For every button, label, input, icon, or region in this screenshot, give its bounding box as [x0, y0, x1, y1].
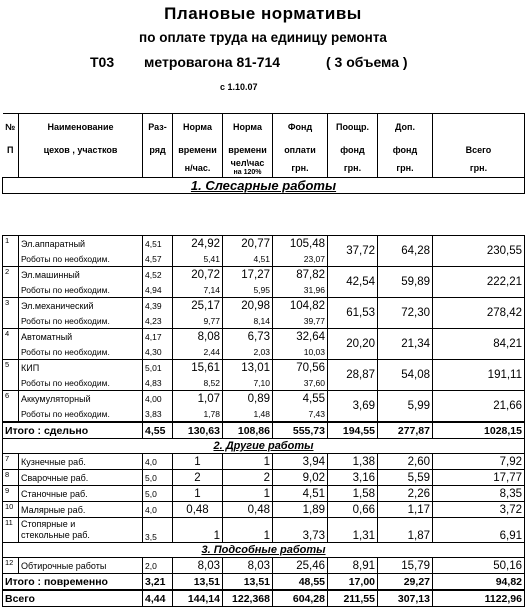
header-row-2 [3, 140, 525, 159]
total-add: 307,13 [378, 590, 433, 607]
rank-value: 2,0 [143, 558, 173, 574]
col-norm-h2: времени [173, 140, 223, 159]
subrow-norm120: 2,03 [223, 344, 273, 360]
shop-name: Эл.механический [19, 298, 143, 314]
value-bonus: 8,91 [328, 558, 378, 574]
total-bonus: 194,55 [328, 422, 378, 439]
row-number: 1 [3, 236, 19, 267]
table-row [3, 558, 525, 574]
pay-fund: 87,82 [273, 267, 328, 283]
bonus-fund: 0,66 [328, 502, 378, 518]
norm-120: 20,77 [223, 236, 273, 252]
col-norm120-h2: времени [223, 140, 273, 159]
effective-date: с 1.10.07 [220, 82, 258, 92]
subrow-norm120: 8,14 [223, 313, 273, 329]
subrow-label: Роботы по необходим. [19, 406, 143, 422]
section-1-title: 1. Слесарные работы [3, 178, 525, 194]
col-norm-h3: н/час. [173, 159, 223, 178]
col-add-h1: Доп. [378, 114, 433, 141]
section-3-row [3, 543, 525, 558]
total-bonus: 211,55 [328, 590, 378, 607]
col-add-h3: грн. [378, 159, 433, 178]
norm-120: 6,73 [223, 329, 273, 345]
norm-hours: 1 [173, 486, 223, 502]
document-title: Плановые нормативы [164, 4, 362, 23]
shop-name-line2: стекольные раб. [21, 530, 90, 540]
total-timework-row [3, 574, 525, 591]
total-rank: 4,44 [143, 590, 173, 607]
bonus-fund: 37,72 [328, 236, 378, 267]
row-total: 50,16 [433, 558, 525, 574]
volume-label: ( 3 объема ) [326, 54, 408, 70]
extra-fund: 21,34 [378, 329, 433, 360]
col-fund-h3: грн. [273, 159, 328, 178]
row-total: 222,21 [433, 267, 525, 298]
value-fund: 3,73 [273, 518, 328, 543]
total-sum: 94,82 [433, 574, 525, 591]
total-piecework-row [3, 422, 525, 439]
table-row [3, 486, 525, 502]
shop-name: Обтирочные работы [19, 558, 143, 574]
subrow-rank: 4,57 [143, 251, 173, 267]
subrow-fund: 37,60 [273, 375, 328, 391]
shop-name: Эл.машинный [19, 267, 143, 283]
row-number: 2 [3, 267, 19, 298]
col-fund-h1: Фонд [273, 114, 328, 141]
table-row [3, 236, 525, 252]
subrow-norm: 1,78 [173, 406, 223, 422]
subrow-label: Роботы по необходим. [19, 313, 143, 329]
value-add: 1,87 [378, 518, 433, 543]
col-name-h2: цехов , участков [19, 140, 143, 159]
shop-name [19, 518, 143, 543]
bonus-fund: 3,16 [328, 470, 378, 486]
pay-fund: 105,48 [273, 236, 328, 252]
rank-value: 5,01 [143, 360, 173, 376]
subrow-fund: 39,77 [273, 313, 328, 329]
subrow-fund: 10,03 [273, 344, 328, 360]
norm-hours: 15,61 [173, 360, 223, 376]
subrow-label: Роботы по необходим. [19, 375, 143, 391]
col-norm120-note: на 120% [233, 169, 262, 176]
bonus-fund: 42,54 [328, 267, 378, 298]
col-total-h1 [433, 114, 525, 141]
col-norm120-h1: Норма [223, 114, 273, 141]
total-rank: 4,55 [143, 422, 173, 439]
total-norm: 144,14 [173, 590, 223, 607]
value-bonus: 1,31 [328, 518, 378, 543]
row-number: 8 [3, 470, 19, 486]
row-total: 21,66 [433, 391, 525, 423]
section-1-row [3, 178, 525, 194]
norm-120: 1 [223, 486, 273, 502]
col-rank-h1: Раз- [143, 114, 173, 141]
bonus-fund: 3,69 [328, 391, 378, 423]
col-num-h1: № [3, 114, 19, 141]
shop-name: Кузнечные раб. [19, 454, 143, 470]
rank-value: 4,00 [143, 391, 173, 407]
value-fund: 25,46 [273, 558, 328, 574]
pay-fund: 4,51 [273, 486, 328, 502]
subrow-rank: 3,83 [143, 406, 173, 422]
subrow-norm120: 1,48 [223, 406, 273, 422]
extra-fund: 72,30 [378, 298, 433, 329]
subrow-norm120: 5,95 [223, 282, 273, 298]
col-bonus-h3: грн. [328, 159, 378, 178]
norms-table [2, 113, 525, 194]
norm-hours: 2 [173, 470, 223, 486]
row-total: 6,91 [433, 518, 525, 543]
row-number: 9 [3, 486, 19, 502]
model-label: метровагона 81-714 [144, 54, 281, 70]
row-number: 11 [3, 518, 19, 543]
value-n120: 1 [223, 518, 273, 543]
subrow-label: Роботы по необходим. [19, 251, 143, 267]
col-total-h3: грн. [433, 159, 525, 178]
rank-value: 4,51 [143, 236, 173, 252]
row-total: 8,35 [433, 486, 525, 502]
col-norm120-h3 [223, 159, 273, 178]
pay-fund: 3,94 [273, 454, 328, 470]
norm-120: 0,89 [223, 391, 273, 407]
row-number: 7 [3, 454, 19, 470]
shop-name: Малярные раб. [19, 502, 143, 518]
extra-fund: 1,17 [378, 502, 433, 518]
norm-120: 2 [223, 470, 273, 486]
total-sum: 1122,96 [433, 590, 525, 607]
norms-body-table [2, 235, 525, 607]
extra-fund: 2,60 [378, 454, 433, 470]
value-norm: 8,03 [173, 558, 223, 574]
total-label: Итого : повременно [3, 574, 143, 591]
shop-name: Эл.аппаратный [19, 236, 143, 252]
subrow-norm: 5,41 [173, 251, 223, 267]
subrow-rank: 4,83 [143, 375, 173, 391]
subrow-norm: 2,44 [173, 344, 223, 360]
table-row [3, 391, 525, 407]
row-total: 191,11 [433, 360, 525, 391]
rank-value: 4,52 [143, 267, 173, 283]
table-row [3, 298, 525, 314]
shop-name: Автоматный [19, 329, 143, 345]
total-label: Итого : сдельно [3, 422, 143, 439]
pay-fund: 32,64 [273, 329, 328, 345]
shop-name: КИП [19, 360, 143, 376]
total-fund: 48,55 [273, 574, 328, 591]
row-number: 6 [3, 391, 19, 423]
norm-120: 0,48 [223, 502, 273, 518]
table-row [3, 267, 525, 283]
norm-hours: 24,92 [173, 236, 223, 252]
subrow-norm120: 7,10 [223, 375, 273, 391]
extra-fund: 2,26 [378, 486, 433, 502]
col-name-h1: Наименование [19, 114, 143, 141]
row-total: 278,42 [433, 298, 525, 329]
total-n120: 122,368 [223, 590, 273, 607]
norm-120: 20,98 [223, 298, 273, 314]
total-n120: 108,86 [223, 422, 273, 439]
bonus-fund: 28,87 [328, 360, 378, 391]
norm-120: 13,01 [223, 360, 273, 376]
row-number: 12 [3, 558, 19, 574]
subrow-label: Роботы по необходим. [19, 344, 143, 360]
col-norm-h1: Норма [173, 114, 223, 141]
col-num-h2: П [7, 144, 14, 155]
col-norm120-unit: чел\час [230, 159, 265, 168]
norm-120: 1 [223, 454, 273, 470]
subrow-fund: 7,43 [273, 406, 328, 422]
value-n120: 8,03 [223, 558, 273, 574]
pay-fund: 1,89 [273, 502, 328, 518]
value-norm: 1 [173, 518, 223, 543]
norm-hours: 25,17 [173, 298, 223, 314]
table-row [3, 502, 525, 518]
row-number: 3 [3, 298, 19, 329]
document-subtitle: по оплате труда на единицу ремонта [139, 30, 387, 45]
bonus-fund: 1,38 [328, 454, 378, 470]
shop-name: Сварочные раб. [19, 470, 143, 486]
col-add-h2: фонд [378, 140, 433, 159]
rank-value: 5,0 [143, 486, 173, 502]
shop-name-line1: Стопярные и [21, 519, 76, 529]
subrow-rank: 4,30 [143, 344, 173, 360]
rank-value: 4,17 [143, 329, 173, 345]
rank-value: 4,0 [143, 454, 173, 470]
extra-fund: 54,08 [378, 360, 433, 391]
section-3-title: 3. Подсобные работы [3, 543, 525, 558]
code-label: Т03 [90, 54, 115, 70]
total-norm: 13,51 [173, 574, 223, 591]
row-number: 10 [3, 502, 19, 518]
total-label: Всего [3, 590, 143, 607]
table-row [3, 329, 525, 345]
row-total: 84,21 [433, 329, 525, 360]
section-2-title: 2. Другие работы [3, 439, 525, 454]
total-add: 29,27 [378, 574, 433, 591]
total-norm: 130,63 [173, 422, 223, 439]
pay-fund: 9,02 [273, 470, 328, 486]
norm-hours: 1,07 [173, 391, 223, 407]
norm-hours: 8,08 [173, 329, 223, 345]
header-row-1 [3, 114, 525, 141]
table-row [3, 470, 525, 486]
col-bonus-h2: фонд [328, 140, 378, 159]
col-fund-h2: оплати [273, 140, 328, 159]
bonus-fund: 61,53 [328, 298, 378, 329]
norm-hours: 20,72 [173, 267, 223, 283]
rank-value: 3,5 [143, 518, 173, 543]
row-total: 3,72 [433, 502, 525, 518]
extra-fund: 59,89 [378, 267, 433, 298]
row-total: 7,92 [433, 454, 525, 470]
col-bonus-h1: Поощр. [328, 114, 378, 141]
rank-value: 5,0 [143, 470, 173, 486]
total-sum: 1028,15 [433, 422, 525, 439]
rank-value: 4,0 [143, 502, 173, 518]
rank-value: 4,39 [143, 298, 173, 314]
norm-120: 17,27 [223, 267, 273, 283]
pay-fund: 70,56 [273, 360, 328, 376]
total-add: 277,87 [378, 422, 433, 439]
extra-fund: 5,59 [378, 470, 433, 486]
subrow-norm120: 4,51 [223, 251, 273, 267]
row-total: 230,55 [433, 236, 525, 267]
value-add: 15,79 [378, 558, 433, 574]
extra-fund: 5,99 [378, 391, 433, 423]
subrow-fund: 23,07 [273, 251, 328, 267]
total-fund: 604,28 [273, 590, 328, 607]
total-fund: 555,73 [273, 422, 328, 439]
row-number: 5 [3, 360, 19, 391]
subrow-rank: 4,23 [143, 313, 173, 329]
subrow-rank: 4,94 [143, 282, 173, 298]
section-2-row [3, 439, 525, 454]
table-row [3, 360, 525, 376]
pay-fund: 104,82 [273, 298, 328, 314]
row-total: 17,77 [433, 470, 525, 486]
norm-hours: 1 [173, 454, 223, 470]
col-total-h2: Всего [433, 140, 525, 159]
extra-fund: 64,28 [378, 236, 433, 267]
shop-name: Аккумуляторный [19, 391, 143, 407]
table-row [3, 454, 525, 470]
col-rank-h2: ряд [143, 140, 173, 159]
total-n120: 13,51 [223, 574, 273, 591]
subrow-fund: 31,96 [273, 282, 328, 298]
norm-hours: 0,48 [173, 502, 223, 518]
subrow-label: Роботы по необходим. [19, 282, 143, 298]
pay-fund: 4,55 [273, 391, 328, 407]
bonus-fund: 20,20 [328, 329, 378, 360]
subrow-norm: 9,77 [173, 313, 223, 329]
bonus-fund: 1,58 [328, 486, 378, 502]
subrow-norm: 8,52 [173, 375, 223, 391]
subrow-norm: 7,14 [173, 282, 223, 298]
row-number: 4 [3, 329, 19, 360]
total-bonus: 17,00 [328, 574, 378, 591]
grand-total-row [3, 590, 525, 607]
shop-name: Станочные раб. [19, 486, 143, 502]
table-row [3, 518, 525, 543]
total-rank: 3,21 [143, 574, 173, 591]
header-row-3 [3, 159, 525, 178]
